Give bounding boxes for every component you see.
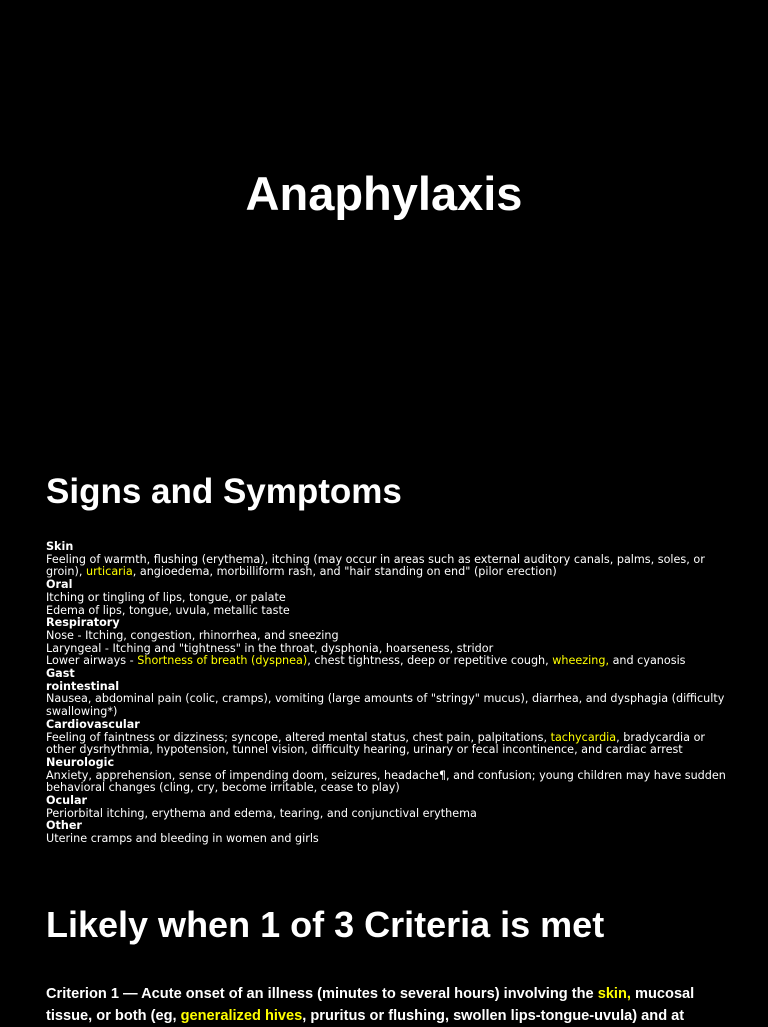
text-run: Lower airways - [46,654,138,668]
highlighted-term: tachycardia [550,730,617,744]
text-run: Criterion 1 — Acute onset of an illness (minutes to several hours) involving the [46,986,598,1002]
symptom-line [46,833,736,846]
text-run: , angioedema, morbilliform rash, and "hair standing on end" (pilor erection) [132,565,557,579]
symptom-line [46,655,736,668]
text-run: Feeling of faintness or dizziness; syncope, altered mental status, chest pain, palpitations, [46,730,551,744]
text-run: Nausea, abdominal pain (colic, cramps), vomiting (large amounts of "stringy" mucus), diarrhea, and dysphagia (difficulty swallowing*) [46,692,725,719]
symptom-line [46,770,736,795]
text-run: Feeling of warmth, flushing (erythema), itching (may occur in areas such as external auditory canals, palms, soles, or groin), [46,552,705,579]
highlighted-term: wheezing, [552,654,610,668]
text-run: Uterine cramps and bleeding in women and girls [46,832,319,846]
symptom-group-name: Cardiovascular [46,717,140,731]
highlighted-term: urticaria [85,565,133,579]
text-run: Nose - Itching, congestion, rhinorrhea, and sneezing [46,628,339,642]
text-run: Anxiety, apprehension, sense of impending doom, seizures, headache¶, and confusion; young children may have sudden behavioral changes (cling, cry, become irritable, cease to play) [46,768,726,795]
text-run: , chest tightness, deep or repetitive cough, [307,654,553,668]
symptom-line [46,732,736,757]
criterion-1-text [46,983,726,1027]
symptom-line [46,554,736,579]
text-run: Laryngeal - Itching and "tightness" in the throat, dysphonia, hoarseness, stridor [46,641,494,655]
highlighted-term: Shortness of breath (dyspnea) [137,654,308,668]
symptom-group-name: Ocular [46,794,88,808]
symptom-group-name: Skin [46,540,74,553]
symptom-line [46,605,736,618]
text-run: , bradycardia or other dysrhythmia, hypotension, tunnel vision, difficulty hearing, urinary or fecal incontinence, and cardiac arrest [46,730,706,757]
signs-heading: Signs and Symptoms [46,472,402,511]
text-run: Edema of lips, tongue, uvula, metallic taste [46,603,290,617]
symptom-group-name: Other [46,819,82,833]
text-run: , pruritus or flushing, swollen lips-tongue-uvula) and at [302,1008,685,1024]
page-title: Anaphylaxis [245,167,523,220]
highlighted-term: skin, [597,986,631,1002]
text-run: and cyanosis [609,654,686,668]
symptom-line [46,808,736,821]
symptom-group-name: rointestinal [46,679,120,693]
criteria-heading: Likely when 1 of 3 Criteria is met [46,904,605,945]
symptom-line [46,693,736,718]
text-run: Periorbital itching, erythema and edema, tearing, and conjunctival erythema [46,806,477,820]
text-run: mucosal tissue, or both (eg, [46,986,695,1024]
symptom-group-name: Oral [46,578,73,592]
highlighted-term: generalized hives [180,1008,303,1024]
signs-section [46,472,736,846]
symptom-group-name: Neurologic [46,755,115,769]
text-run: Itching or tingling of lips, tongue, or palate [46,590,286,604]
criteria-section [46,904,736,1027]
title-slide [0,0,768,440]
symptom-list [46,541,736,846]
symptom-group-name: Respiratory [46,616,120,630]
symptom-group-name: Gast [46,667,75,681]
